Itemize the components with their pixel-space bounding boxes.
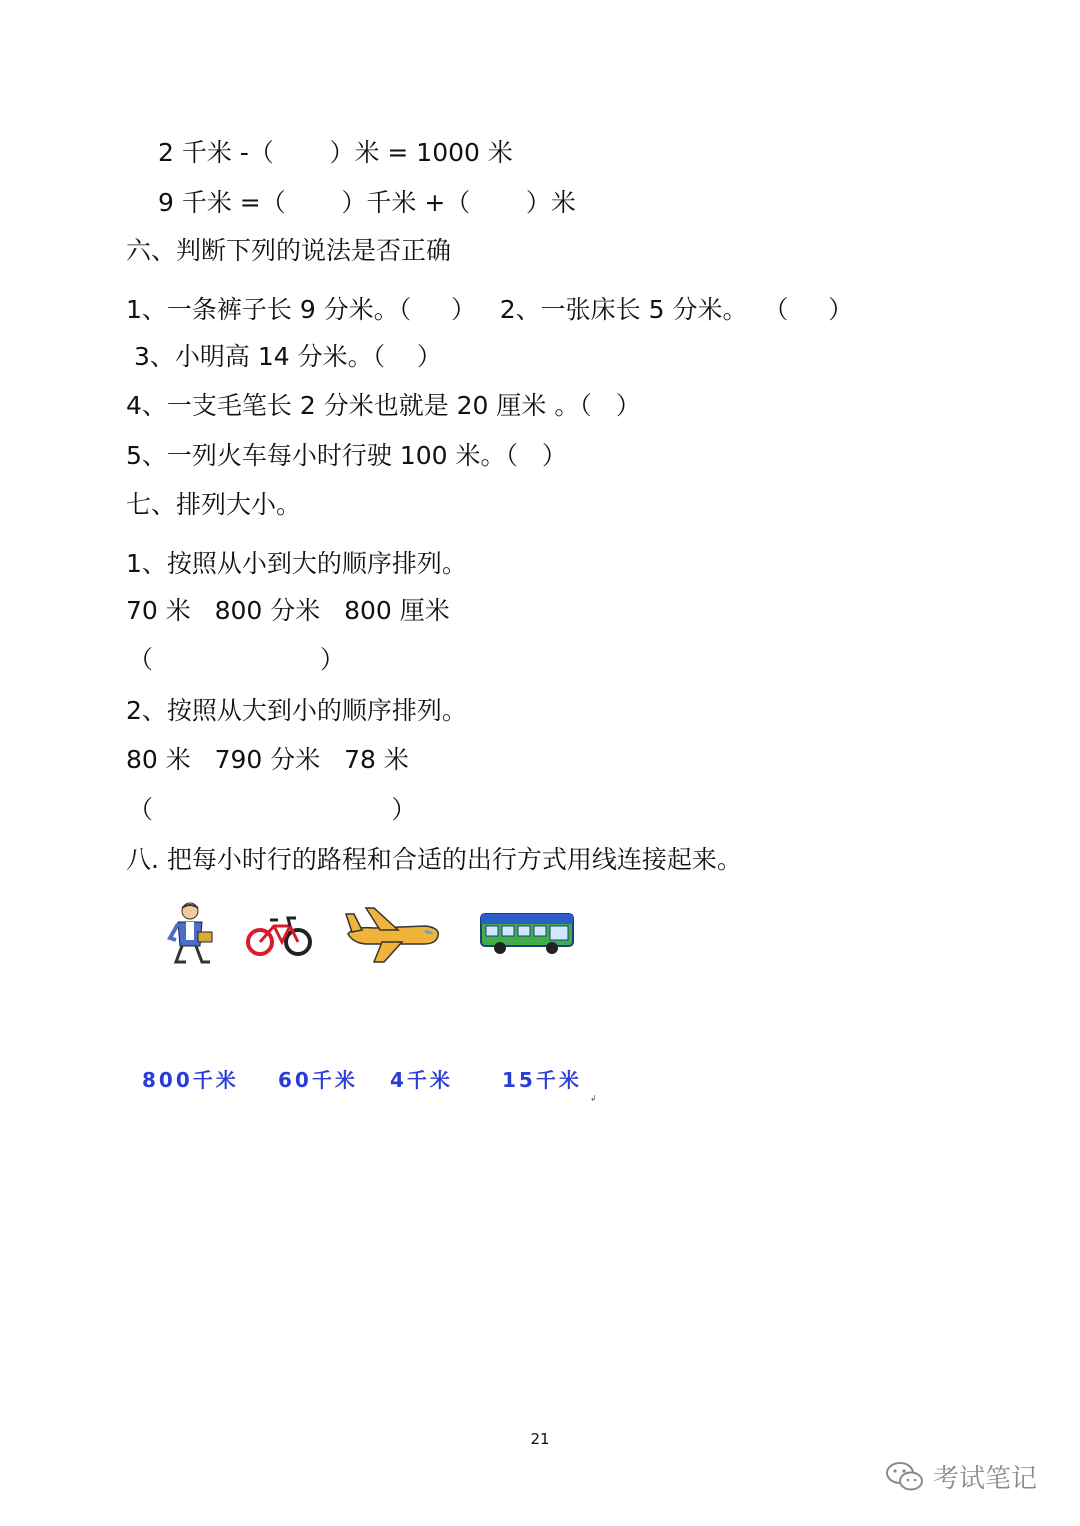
distance-15km: 15千米: [502, 1068, 582, 1092]
question-7-1: 1、按照从小到大的顺序排列。: [126, 549, 467, 578]
section-6-title: 六、判断下列的说法是否正确: [126, 236, 452, 265]
bicycle-icon: [244, 912, 314, 958]
airplane-icon: [344, 904, 442, 966]
distance-4km: 4千米: [390, 1068, 453, 1092]
watermark: [885, 1458, 1037, 1495]
bus-icon: [478, 910, 576, 956]
question-7-2-items: 80 米 790 分米 78 米: [126, 745, 409, 774]
question-6-4: 4、一支毛笔长 2 分米也就是 20 厘米 。（ ）: [126, 391, 641, 420]
conversion-line-2: 9 千米 =（ ）千米 +（ ）米: [158, 188, 576, 217]
question-7-2: 2、按照从大到小的顺序排列。: [126, 696, 467, 725]
page-number: 21: [530, 1430, 550, 1448]
watermark-text: 考试笔记: [933, 1464, 1038, 1494]
question-6-5: 5、一列火车每小时行驶 100 米。（ ）: [126, 441, 567, 470]
question-6-3: 3、小明高 14 分米。（ ）: [134, 342, 442, 371]
question-6-1: 1、一条裤子长 9 分米。（ ） 2、一张床长 5 分米。 （ ）: [126, 295, 854, 324]
walking-man-icon: [160, 902, 218, 966]
conversion-line-1: 2 千米 -（ ）米 = 1000 米: [158, 138, 513, 167]
question-7-2-answer: （ ）: [128, 795, 417, 824]
question-7-1-answer: （ ）: [128, 645, 345, 674]
question-7-1-items: 70 米 800 分米 800 厘米: [126, 596, 450, 625]
distance-60km: 60千米: [278, 1068, 358, 1092]
paragraph-mark: ↲: [590, 1094, 597, 1103]
distance-800km: 800千米: [142, 1068, 239, 1092]
section-8-title: 八. 把每小时行的路程和合适的出行方式用线连接起来。: [126, 845, 742, 874]
section-7-title: 七、排列大小。: [126, 490, 302, 519]
wechat-icon: [885, 1460, 925, 1494]
